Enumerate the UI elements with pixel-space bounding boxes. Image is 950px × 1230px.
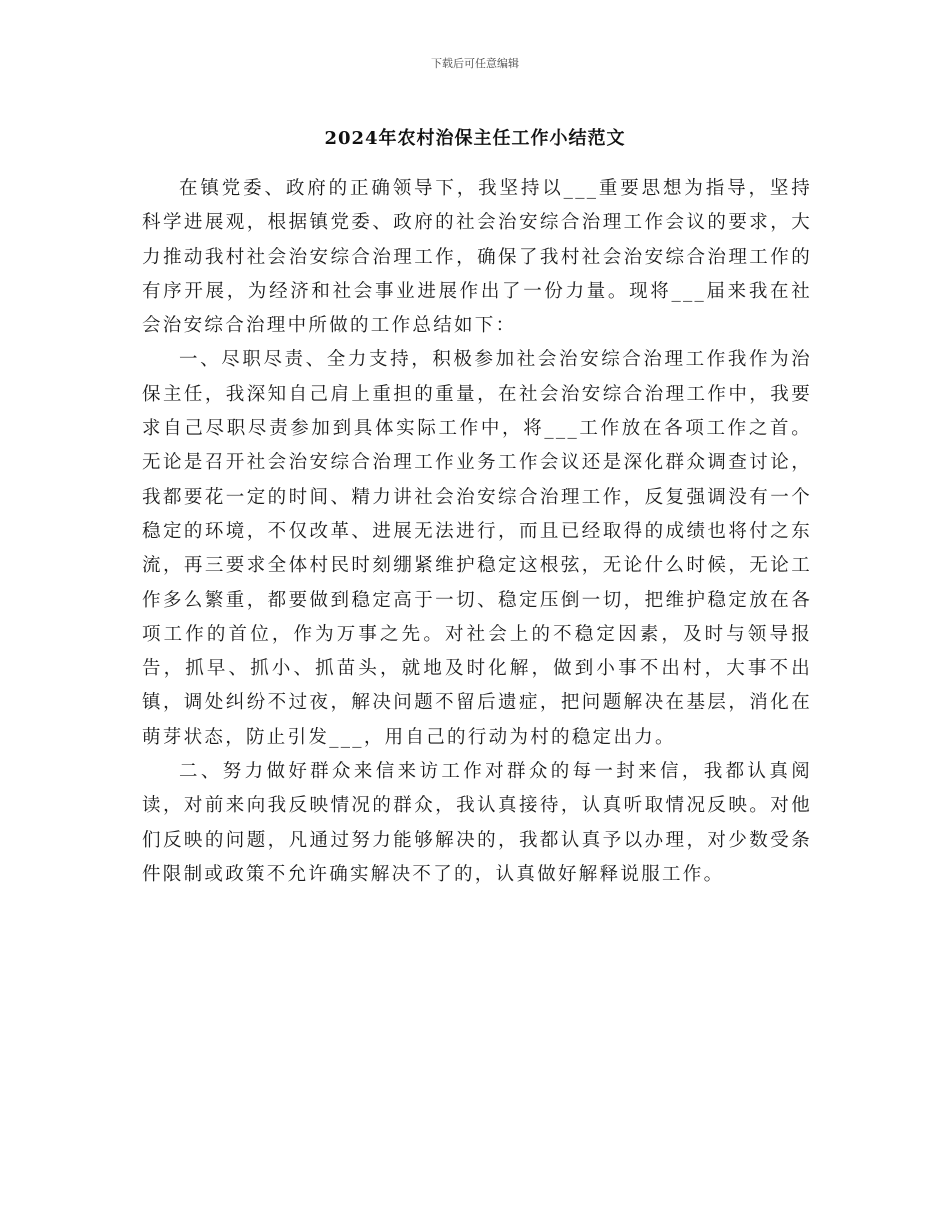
paragraph-section-2: 二、努力做好群众来信来访工作对群众的每一封来信，我都认真阅读，对前来向我反映情况的群众，我认真接待，认真听取情况反映。对他们反映的问题，凡通过努力能够解决的，我都认真予以办理，对少数受条件限制或政策不允许确实解决不了的，认真做好解释说服工作。 — [142, 761, 812, 885]
document-title: 2024年农村治保主任工作小结范文 — [324, 128, 626, 149]
paragraph-intro: 在镇党委、政府的正确领导下，我坚持以___重要思想为指导，坚持科学进展观，根据镇党委、政府的社会治安综合治理工作会议的要求，大力推动我村社会治安综合治理工作，确保了我村社会治安综合治理工作的有序开展，为经济和社会事业进展作出了一份力量。现将___届来我在社会治安综合治理中所做的工作总结如下： — [142, 178, 812, 337]
paragraph-section-1: 一、尽职尽责、全力支持，积极参加社会治安综合治理工作我作为治保主任，我深知自己肩上重担的重量，在社会治安综合治理工作中，我要求自己尽职尽责参加到具体实际工作中，将___工作放在各项工作之首。无论是召开社会治安综合治理工作业务工作会议还是深化群众调查讨论，我都要花一定的时间、精力讲社会治安综合治理工作，反复强调没有一个稳定的环境，不仅改革、进展无法进行，而且已经取得的成绩也将付之东流，再三要求全体村民时刻绷紧维护稳定这根弦，无论什么时候，无论工作多么繁重，都要做到稳定高于一切、稳定压倒一切，把维护稳定放在各项工作的首位，作为万事之先。对社会上的不稳定因素，及时与领导报告，抓早、抓小、抓苗头，就地及时化解，做到小事不出村，大事不出镇，调处纠纷不过夜，解决问题不留后遗症，把问题解决在基层，消化在萌芽状态，防止引发___，用自己的行动为村的稳定出力。 — [142, 349, 812, 748]
document-body — [142, 172, 812, 892]
page-header-note: 下载后可任意编辑 — [431, 57, 519, 70]
